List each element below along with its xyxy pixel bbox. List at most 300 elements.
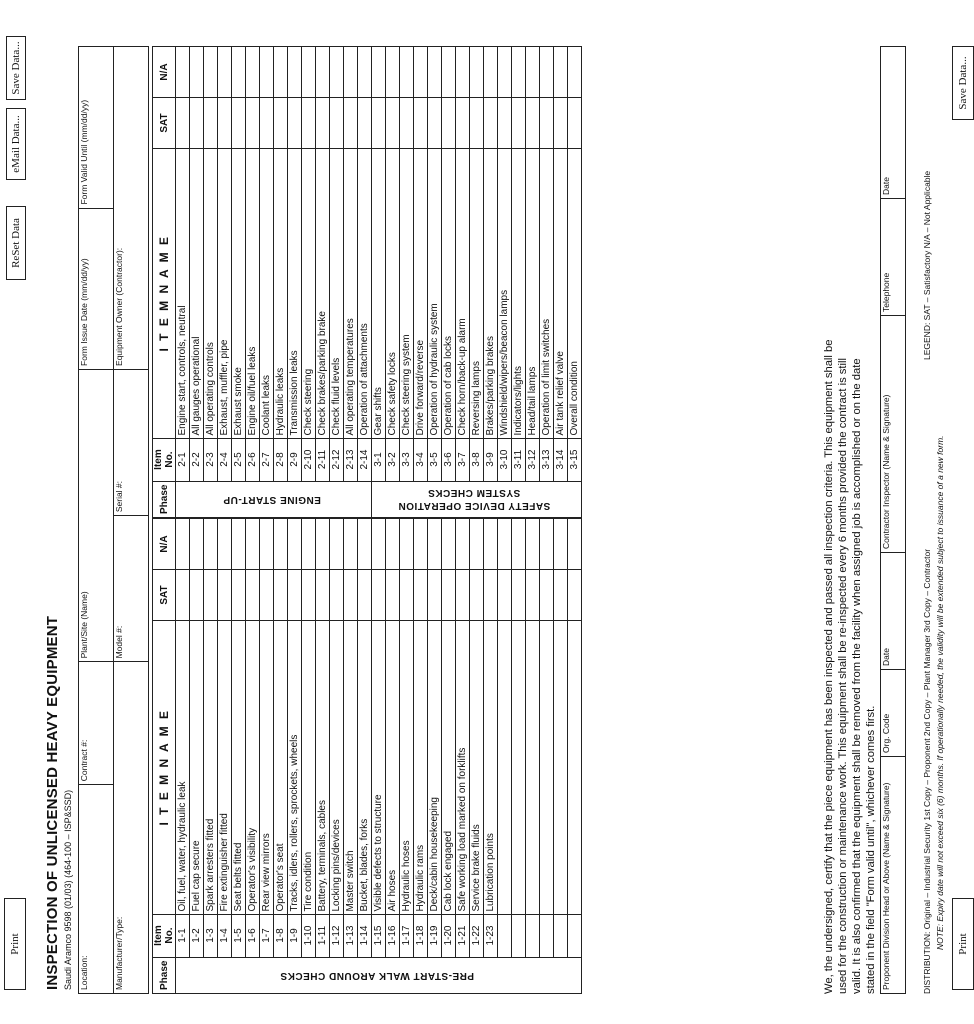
sat-cell[interactable]	[344, 570, 358, 621]
item-no: 1-22	[470, 914, 484, 957]
item-name: Rear view mirrors	[260, 621, 274, 915]
item-name: All operating temperatures	[344, 149, 358, 439]
sat-cell[interactable]	[274, 98, 288, 149]
item-name: Cab lock engaged	[442, 621, 456, 915]
na-cell[interactable]	[204, 519, 218, 570]
na-header: N/A	[153, 47, 176, 98]
item-no: 1-20	[442, 914, 456, 957]
na-cell[interactable]	[302, 519, 316, 570]
item-no: 1-8	[274, 914, 288, 957]
na-cell[interactable]	[260, 519, 274, 570]
manufacturer-field[interactable]: Manufacturer/Type:	[114, 662, 149, 994]
telephone-field[interactable]: Telephone	[881, 199, 906, 316]
item-name: Overall condition	[568, 149, 582, 439]
blank-name-cell[interactable]	[554, 621, 568, 915]
table-row	[246, 47, 260, 518]
na-cell[interactable]	[316, 519, 330, 570]
item-name: Operation of limit switches	[540, 149, 554, 439]
sat-cell[interactable]	[414, 570, 428, 621]
na-cell[interactable]	[358, 47, 372, 98]
sat-cell[interactable]	[512, 98, 526, 149]
sat-cell[interactable]	[260, 98, 274, 149]
sat-cell[interactable]	[372, 570, 386, 621]
sat-cell[interactable]	[288, 570, 302, 621]
signature-table	[880, 46, 906, 994]
na-cell[interactable]	[414, 47, 428, 98]
contract-field[interactable]: Contract #:	[79, 662, 114, 785]
sat-cell[interactable]	[302, 98, 316, 149]
na-cell[interactable]	[190, 519, 204, 570]
table-row	[428, 519, 442, 994]
table-row	[386, 519, 400, 994]
sat-header: SAT	[153, 570, 176, 621]
sat-cell[interactable]	[484, 98, 498, 149]
item-no: 3-1	[372, 438, 386, 481]
blank-row	[568, 519, 582, 994]
sat-cell[interactable]	[470, 98, 484, 149]
sat-cell[interactable]	[316, 570, 330, 621]
na-cell[interactable]	[232, 47, 246, 98]
sat-cell[interactable]	[456, 570, 470, 621]
sat-cell[interactable]	[484, 570, 498, 621]
sat-cell[interactable]	[442, 98, 456, 149]
date-field[interactable]: Date	[881, 553, 906, 670]
table-row	[330, 47, 344, 518]
na-cell[interactable]	[204, 47, 218, 98]
na-cell[interactable]	[358, 519, 372, 570]
sat-cell[interactable]	[176, 98, 190, 149]
item-name: All gauges operational	[190, 149, 204, 439]
table-row	[484, 47, 498, 518]
item-no-header: Item No.	[153, 914, 176, 957]
reset-data-button[interactable]: ReSet Data	[6, 206, 26, 280]
item-no: 2-6	[246, 438, 260, 481]
na-cell[interactable]	[218, 519, 232, 570]
na-cell[interactable]	[274, 47, 288, 98]
item-name: Tracks, idlers, rollers, sprockets, wheels	[288, 621, 302, 915]
table-row	[540, 47, 554, 518]
sat-cell[interactable]	[568, 98, 582, 149]
sat-cell[interactable]	[568, 570, 582, 621]
item-name: Check steering system	[400, 149, 414, 439]
location-field[interactable]: Location:	[79, 785, 114, 994]
sat-cell[interactable]	[330, 98, 344, 149]
sat-cell[interactable]	[302, 570, 316, 621]
item-no: 1-19	[428, 914, 442, 957]
item-no: 1-23	[484, 914, 498, 957]
inspector-signature-field[interactable]: Contractor Inspector (Name & Signature)	[881, 316, 906, 553]
item-no: 2-8	[274, 438, 288, 481]
item-name: Check steering	[302, 149, 316, 439]
equipment-info-table	[78, 46, 149, 994]
form-valid-until-field[interactable]: Form Valid Until (mm/dd/yy)	[79, 47, 114, 209]
item-name: Drive forward/reverse	[414, 149, 428, 439]
item-no: 3-4	[414, 438, 428, 481]
item-no: 1-6	[246, 914, 260, 957]
item-no: 2-1	[176, 438, 190, 481]
item-no: 3-13	[540, 438, 554, 481]
sat-cell[interactable]	[498, 570, 512, 621]
legend-text: LEGEND: SAT – Satisfactory N/A – Not Applicable	[922, 170, 932, 360]
blank-name-cell[interactable]	[498, 621, 512, 915]
na-cell[interactable]	[330, 47, 344, 98]
item-no: 1-1	[176, 914, 190, 957]
na-cell[interactable]	[386, 519, 400, 570]
na-cell[interactable]	[512, 47, 526, 98]
sat-cell[interactable]	[204, 98, 218, 149]
item-name: Exhaust smoke	[232, 149, 246, 439]
blank-cell	[526, 914, 540, 957]
item-name: Service brake fluids	[470, 621, 484, 915]
na-cell[interactable]	[484, 519, 498, 570]
item-no: 3-5	[428, 438, 442, 481]
item-name: Hydraulic rams	[414, 621, 428, 915]
expiry-note: NOTE: Expiry date will not exceed six (6) months. If operationally needed, the validity will be extended subject to issuance of a new form.	[935, 435, 945, 950]
item-name: Check brakes/parking brake	[316, 149, 330, 439]
table-row	[442, 519, 456, 994]
na-cell[interactable]	[372, 519, 386, 570]
na-cell[interactable]	[526, 47, 540, 98]
item-no: 3-7	[456, 438, 470, 481]
pre-start-checklist-table	[152, 518, 582, 994]
save-data-button-bottom[interactable]: Save Data...	[952, 46, 974, 120]
form-title: INSPECTION OF UNLICENSED HEAVY EQUIPMENT	[44, 615, 61, 990]
item-no: 2-9	[288, 438, 302, 481]
sat-cell[interactable]	[358, 98, 372, 149]
item-no: 3-12	[526, 438, 540, 481]
table-row	[302, 47, 316, 518]
sat-cell[interactable]	[232, 98, 246, 149]
na-cell[interactable]	[414, 519, 428, 570]
phase-text-system: SYSTEM CHECKS	[428, 487, 521, 499]
item-no: 1-15	[372, 914, 386, 957]
na-cell[interactable]	[540, 519, 554, 570]
plant-site-field[interactable]: Plant/Site (Name)	[79, 369, 114, 661]
item-no: 1-7	[260, 914, 274, 957]
na-cell[interactable]	[344, 47, 358, 98]
item-no: 1-16	[386, 914, 400, 957]
na-cell[interactable]	[498, 47, 512, 98]
table-row	[414, 47, 428, 518]
phase-label-engine	[176, 481, 372, 517]
item-name: Transmission leaks	[288, 149, 302, 439]
email-data-button[interactable]: eMail Data...	[6, 108, 26, 180]
sat-cell[interactable]	[190, 570, 204, 621]
table-row	[232, 519, 246, 994]
na-cell[interactable]	[554, 519, 568, 570]
sat-cell[interactable]	[498, 98, 512, 149]
table-row	[302, 519, 316, 994]
item-name: Check fluid levels	[330, 149, 344, 439]
item-no: 1-2	[190, 914, 204, 957]
table-row	[372, 519, 386, 994]
date-field-2[interactable]: Date	[881, 47, 906, 199]
table-row	[512, 47, 526, 518]
blank-cell	[498, 914, 512, 957]
blank-cell	[512, 914, 526, 957]
sat-cell[interactable]	[246, 98, 260, 149]
na-cell[interactable]	[526, 519, 540, 570]
item-no: 2-2	[190, 438, 204, 481]
na-cell[interactable]	[274, 519, 288, 570]
table-row	[428, 47, 442, 518]
table-row	[498, 47, 512, 518]
sat-cell[interactable]	[526, 570, 540, 621]
print-button-top[interactable]: Print	[4, 898, 26, 990]
table-row	[176, 47, 190, 518]
item-name: Spark arresters fitted	[204, 621, 218, 915]
phase-label-pre-start	[176, 957, 582, 993]
sat-cell[interactable]	[442, 570, 456, 621]
table-row	[400, 47, 414, 518]
na-cell[interactable]	[498, 519, 512, 570]
sat-cell[interactable]	[218, 570, 232, 621]
item-name: Tire condition	[302, 621, 316, 915]
item-no: 1-13	[344, 914, 358, 957]
org-code-field[interactable]: Org. Code	[881, 670, 906, 757]
item-name: Windshield/wipers/beacon lamps	[498, 149, 512, 439]
engine-safety-checklist-table	[152, 46, 582, 518]
sat-cell[interactable]	[204, 570, 218, 621]
table-row	[344, 519, 358, 994]
na-cell[interactable]	[456, 47, 470, 98]
item-name: All operating controls	[204, 149, 218, 439]
sat-cell[interactable]	[218, 98, 232, 149]
item-no: 1-21	[456, 914, 470, 957]
sat-cell[interactable]	[190, 98, 204, 149]
na-header: N/A	[153, 519, 176, 570]
na-cell[interactable]	[456, 519, 470, 570]
sat-cell[interactable]	[400, 98, 414, 149]
table-row	[260, 47, 274, 518]
phase-text-safety: SAFETY DEVICE OPERATION	[398, 500, 551, 512]
na-cell[interactable]	[344, 519, 358, 570]
save-data-button-top[interactable]: Save Data...	[6, 36, 26, 100]
na-cell[interactable]	[190, 47, 204, 98]
sat-cell[interactable]	[386, 98, 400, 149]
na-cell[interactable]	[568, 519, 582, 570]
na-cell[interactable]	[484, 47, 498, 98]
table-row	[274, 47, 288, 518]
form-issue-date-field[interactable]: Form Issue Date (mm/dd/yy)	[79, 208, 114, 369]
item-no: 1-4	[218, 914, 232, 957]
item-name: Safe working load marked on forklifts	[456, 621, 470, 915]
sat-cell[interactable]	[386, 570, 400, 621]
sat-cell[interactable]	[176, 570, 190, 621]
sat-cell[interactable]	[400, 570, 414, 621]
na-cell[interactable]	[316, 47, 330, 98]
na-cell[interactable]	[470, 519, 484, 570]
table-row	[400, 519, 414, 994]
serial-field[interactable]: Serial #:	[114, 369, 149, 515]
sat-cell[interactable]	[344, 98, 358, 149]
table-row	[330, 519, 344, 994]
phase-text	[398, 486, 550, 512]
na-cell[interactable]	[540, 47, 554, 98]
item-no: 1-3	[204, 914, 218, 957]
sat-cell[interactable]	[456, 98, 470, 149]
blank-row	[526, 519, 540, 994]
table-row	[554, 47, 568, 518]
sat-cell[interactable]	[260, 570, 274, 621]
table-row	[372, 47, 386, 518]
item-name: Seat belts fitted	[232, 621, 246, 915]
na-cell[interactable]	[232, 519, 246, 570]
table-row	[442, 47, 456, 518]
sat-cell[interactable]	[232, 570, 246, 621]
sat-cell[interactable]	[316, 98, 330, 149]
item-name: Fire extinguisher fitted	[218, 621, 232, 915]
table-row	[204, 519, 218, 994]
table-row	[288, 519, 302, 994]
item-no: 2-11	[316, 438, 330, 481]
blank-name-cell[interactable]	[526, 621, 540, 915]
item-name: Operation of attachments	[358, 149, 372, 439]
print-button-bottom[interactable]: Print	[952, 898, 974, 990]
item-no-header: Item No.	[153, 438, 176, 481]
item-name: Hydraulic hoses	[400, 621, 414, 915]
sat-cell[interactable]	[554, 570, 568, 621]
table-row	[456, 519, 470, 994]
na-cell[interactable]	[176, 47, 190, 98]
na-cell[interactable]	[512, 519, 526, 570]
equipment-owner-field[interactable]: Equipment Owner (Contractor):	[114, 47, 149, 370]
blank-cell	[554, 914, 568, 957]
item-name: Operator's seat	[274, 621, 288, 915]
na-cell[interactable]	[288, 47, 302, 98]
item-name: Hydraulic leaks	[274, 149, 288, 439]
na-cell[interactable]	[428, 47, 442, 98]
sat-cell[interactable]	[358, 570, 372, 621]
certification-statement: We, the undersigned, certify that the piece equipment has been inspected and passed all inspection criteria. This equipment shall be used for the construction or maintenance work. This equipment shall be re-inspected every 6 months provided the contract is still valid. It is also confirmed that the equipment shall be removed from the facility when assigned job is accomplished or on the date stated in the field "Form valid until", whichever comes first.	[823, 339, 877, 994]
sat-cell[interactable]	[428, 98, 442, 149]
table-row	[260, 519, 274, 994]
form-subtitle: Saudi Aramco 9598 (01/03) (464-100 – ISP&SSD)	[63, 789, 73, 990]
table-row	[288, 47, 302, 518]
item-no: 3-3	[400, 438, 414, 481]
na-cell[interactable]	[568, 47, 582, 98]
na-cell[interactable]	[246, 47, 260, 98]
sat-cell[interactable]	[288, 98, 302, 149]
sat-cell[interactable]	[540, 98, 554, 149]
item-no: 1-12	[330, 914, 344, 957]
table-row	[470, 47, 484, 518]
blank-name-cell[interactable]	[540, 621, 554, 915]
sat-cell[interactable]	[372, 98, 386, 149]
item-no: 3-10	[498, 438, 512, 481]
table-row	[274, 519, 288, 994]
sat-cell[interactable]	[414, 98, 428, 149]
blank-row	[554, 519, 568, 994]
model-field[interactable]: Model #:	[114, 516, 149, 662]
na-cell[interactable]	[302, 47, 316, 98]
table-row	[358, 519, 372, 994]
item-no: 3-15	[568, 438, 582, 481]
table-row	[456, 47, 470, 518]
na-cell[interactable]	[442, 519, 456, 570]
item-no: 2-13	[344, 438, 358, 481]
item-no: 1-18	[414, 914, 428, 957]
item-no: 3-2	[386, 438, 400, 481]
table-row	[470, 519, 484, 994]
blank-name-cell[interactable]	[568, 621, 582, 915]
sat-cell[interactable]	[554, 98, 568, 149]
sat-cell[interactable]	[512, 570, 526, 621]
table-row	[190, 519, 204, 994]
item-name: Brakes/parking brakes	[484, 149, 498, 439]
sat-header: SAT	[153, 98, 176, 149]
sat-cell[interactable]	[330, 570, 344, 621]
sat-cell[interactable]	[540, 570, 554, 621]
na-cell[interactable]	[372, 47, 386, 98]
na-cell[interactable]	[288, 519, 302, 570]
item-name: Operation of hydraulic system	[428, 149, 442, 439]
table-row	[484, 519, 498, 994]
na-cell[interactable]	[428, 519, 442, 570]
table-row	[386, 47, 400, 518]
sat-cell[interactable]	[526, 98, 540, 149]
item-no: 3-6	[442, 438, 456, 481]
sat-cell[interactable]	[274, 570, 288, 621]
na-cell[interactable]	[400, 47, 414, 98]
na-cell[interactable]	[400, 519, 414, 570]
table-row	[218, 519, 232, 994]
sat-cell[interactable]	[428, 570, 442, 621]
table-row	[218, 47, 232, 518]
rotated-form-page	[9, 40, 969, 1000]
table-row	[190, 47, 204, 518]
na-cell[interactable]	[386, 47, 400, 98]
na-cell[interactable]	[330, 519, 344, 570]
item-name: Lubrication points	[484, 621, 498, 915]
item-no: 2-5	[232, 438, 246, 481]
table-row	[344, 47, 358, 518]
phase-text: PRE-START WALK AROUND CHECKS	[279, 969, 474, 981]
table-row	[568, 47, 582, 518]
item-no: 3-14	[554, 438, 568, 481]
item-no: 3-11	[512, 438, 526, 481]
item-name: Deck/cabin housekeeping	[428, 621, 442, 915]
item-no: 1-10	[302, 914, 316, 957]
na-cell[interactable]	[218, 47, 232, 98]
proponent-signature-field[interactable]: Proponent Division Head or Above (Name & Signature)	[881, 757, 906, 994]
na-cell[interactable]	[442, 47, 456, 98]
item-name: Visible defects to structure	[372, 621, 386, 915]
item-name: Indicators/lights	[512, 149, 526, 439]
na-cell[interactable]	[260, 47, 274, 98]
item-name: Engine start, controls, neutral	[176, 149, 190, 439]
table-row	[414, 519, 428, 994]
item-no: 3-8	[470, 438, 484, 481]
phase-header: Phase	[153, 481, 176, 517]
na-cell[interactable]	[554, 47, 568, 98]
item-name: Operation of cab locks	[442, 149, 456, 439]
na-cell[interactable]	[176, 519, 190, 570]
na-cell[interactable]	[246, 519, 260, 570]
item-no: 1-11	[316, 914, 330, 957]
item-name: Head/tail lamps	[526, 149, 540, 439]
item-no: 1-17	[400, 914, 414, 957]
distribution-text: DISTRIBUTION: Original – Industrial Security 1st Copy – Proponent 2nd Copy – Plant Manager 3rd Copy – Contractor	[922, 548, 932, 994]
blank-row	[540, 519, 554, 994]
na-cell[interactable]	[470, 47, 484, 98]
sat-cell[interactable]	[470, 570, 484, 621]
item-no: 1-9	[288, 914, 302, 957]
item-name: Check safety locks	[386, 149, 400, 439]
blank-name-cell[interactable]	[512, 621, 526, 915]
sat-cell[interactable]	[246, 570, 260, 621]
table-row	[316, 519, 330, 994]
